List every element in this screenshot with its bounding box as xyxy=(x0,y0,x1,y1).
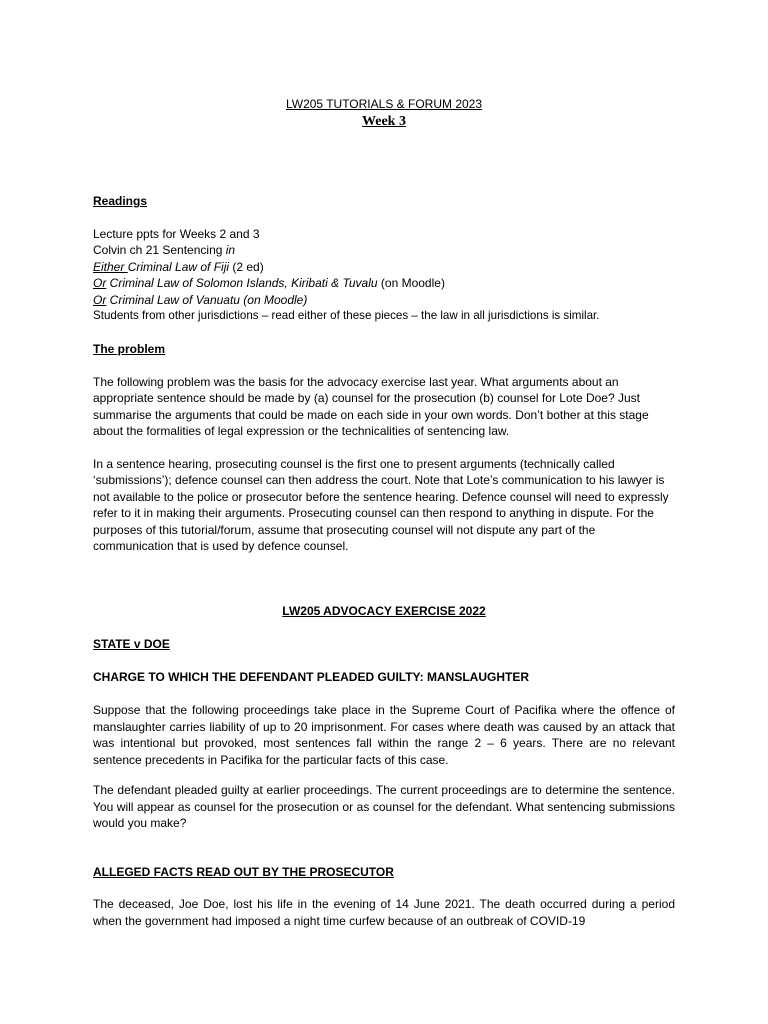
reading-line-4: Or Criminal Law of Solomon Islands, Kiribati & Tuvalu (on Moodle) xyxy=(93,276,445,290)
exercise-paragraph-2: The defendant pleaded guilty at earlier proceedings. The current proceedings are to determine the sentence. You will appear as counsel for the prosecution or as counsel for the defendant. What sentencing submissions would you make? xyxy=(93,783,675,830)
problem-heading: The problem xyxy=(93,342,166,356)
readings-section xyxy=(93,193,675,325)
readings-heading: Readings xyxy=(93,194,148,208)
exercise-title: LW205 ADVOCACY EXERCISE 2022 xyxy=(282,604,486,618)
header xyxy=(0,96,768,130)
facts-paragraph: The deceased, Joe Doe, lost his life in the evening of 14 June 2021. The death occurred during a period when the government had imposed a night time curfew because of an outbreak of COVID-19 xyxy=(93,897,675,928)
case-name: STATE v DOE xyxy=(93,637,170,651)
week-label: Week 3 xyxy=(362,113,406,129)
reading-line-5: Or Criminal Law of Vanuatu (on Moodle) xyxy=(93,292,308,307)
problem-paragraph-2: In a sentence hearing, prosecuting counsel is the first one to present arguments (technically called ‘submissions’); defence counsel can then address the court. Note that Lote’s communication to his lawyer is not available to the police or prosecutor before the sentence hearing. Defence counsel will need to expressly refer to it in making their arguments. Prosecuting counsel can then respond to anything in dispute. For the purposes of this tutorial/forum, assume that prosecuting counsel will not dispute any part of the communication that is used by defence counsel. xyxy=(93,456,669,553)
exercise-paragraph-1: Suppose that the following proceedings take place in the Supreme Court of Pacifika where the offence of manslaughter carries liability of up to 20 imprisonment. For cases where death was caused by an attack that was intentional but provoked, most sentences fall within the range 2 – 6 years. There are no relevant sentence precedents in Pacifika for the particular facts of this case. xyxy=(93,703,675,767)
problem-paragraph-1: The following problem was the basis for the advocacy exercise last year. What arguments about an appropriate sentence should be made by (a) counsel for the prosecution (b) counsel for Lote Doe? Just summarise the arguments that could be made on each side in your own words. Don’t bother at this stage about the formalities of legal expression or the technicalities of sentencing law. xyxy=(93,374,649,438)
problem-section xyxy=(93,341,675,555)
reading-line-2: Colvin ch 21 Sentencing in xyxy=(93,243,236,257)
tutorial-title: LW205 TUTORIALS & FORUM 2023 xyxy=(285,97,483,111)
reading-line-6: Students from other jurisdictions – read either of these pieces – the law in all jurisdictions is similar. xyxy=(93,309,600,322)
facts-heading: ALLEGED FACTS READ OUT BY THE PROSECUTOR xyxy=(93,865,394,879)
charge-line: CHARGE TO WHICH THE DEFENDANT PLEADED GUILTY: MANSLAUGHTER xyxy=(93,670,529,684)
reading-line-1: Lecture ppts for Weeks 2 and 3 xyxy=(93,226,260,241)
reading-line-3: Either Criminal Law of Fiji (2 ed) xyxy=(93,259,264,274)
